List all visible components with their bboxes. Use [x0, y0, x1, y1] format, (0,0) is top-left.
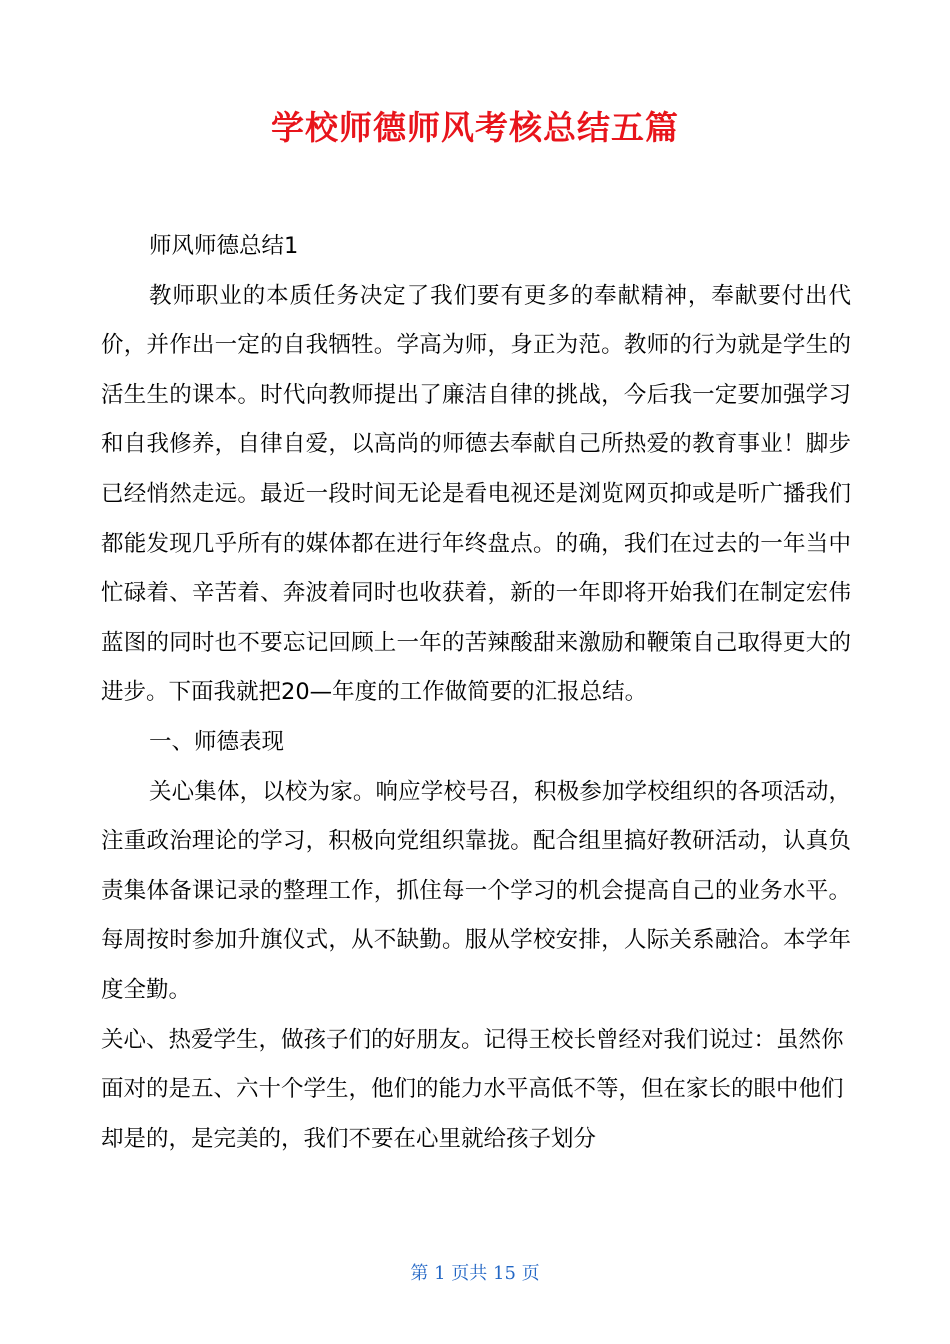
document-body [101, 222, 851, 1164]
section-heading-summary-1: 师风师德总结1 [149, 233, 299, 259]
page-number-footer: 第 1 页共 15 页 [410, 1263, 540, 1284]
paragraph-care-students: 关心、热爱学生，做孩子们的好朋友。记得王校长曾经对我们说过：虽然你面对的是五、六十个学生，他们的能力水平高低不等，但在家长的眼中他们却是的，是完美的，我们不要在心里就给孩子划分 [101, 1026, 844, 1152]
document-title: 学校师德师风考核总结五篇 [271, 108, 679, 147]
paragraph-intro: 教师职业的本质任务决定了我们要有更多的奉献精神，奉献要付出代价，并作出一定的自我牺牲。学高为师，身正为范。教师的行为就是学生的活生生的课本。时代向教师提出了廉洁自律的挑战，今后我一定要加强学习和自我修养，自律自爱，以高尚的师德去奉献自己所热爱的教育事业！脚步已经悄然走远。最近一段时间无论是看电视还是浏览网页抑或是听广播我们都能发现几乎所有的媒体都在进行年终盘点。的确，我们在过去的一年当中忙碌着、辛苦着、奔波着同时也收获着，新的一年即将开始我们在制定宏伟蓝图的同时也不要忘记回顾上一年的苦辣酸甜来激励和鞭策自己取得更大的进步。下面我就把20—年度的工作做简要的汇报总结。 [101, 282, 851, 706]
section-heading-ethics: 一、师德表现 [149, 728, 285, 755]
paragraph-collective: 关心集体，以校为家。响应学校号召，积极参加学校组织的各项活动，注重政治理论的学习，积极向党组织靠拢。配合组里搞好教研活动，认真负责集体备课记录的整理工作，抓住每一个学习的机会提高自己的业务水平。每周按时参加升旗仪式，从不缺勤。服从学校安排，人际关系融洽。本学年度全勤。 [101, 778, 851, 1003]
